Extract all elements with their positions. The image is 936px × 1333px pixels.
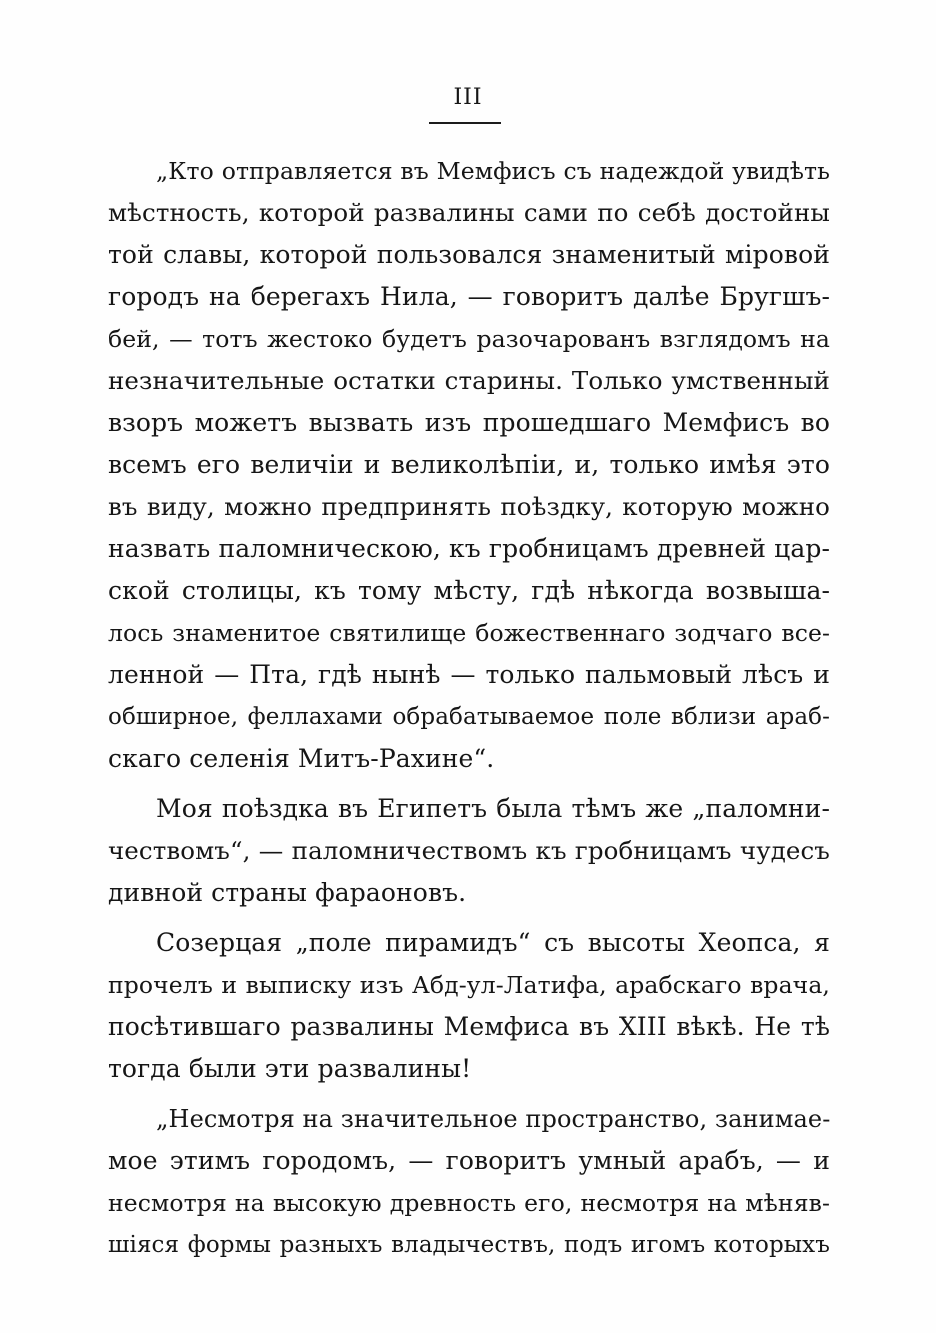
text-line: скаго селенія Митъ-Рахине“. xyxy=(108,744,495,773)
paragraph-3 xyxy=(108,922,830,1090)
paragraph-1 xyxy=(108,150,830,780)
text-line: дивной страны фараоновъ. xyxy=(108,878,467,907)
paragraph-gap xyxy=(108,914,830,922)
text-line: несмотря на высокую древность его, несмотря на мѣняв- xyxy=(108,1189,830,1217)
text-line: „Несмотря на значительное пространство, занимае- xyxy=(156,1105,831,1133)
paragraph-4 xyxy=(108,1098,830,1266)
text-line: шіяся формы разныхъ владычествъ, подъ игомъ которыхъ xyxy=(108,1232,830,1258)
body-text xyxy=(108,150,830,1266)
text-line: прочелъ и выписку изъ Абд-ул-Латифа, арабскаго врача, xyxy=(108,971,830,999)
text-line: обширное, феллахами обрабатываемое поле вблизи араб- xyxy=(108,704,830,730)
text-line: городъ на берегахъ Нила, — говоритъ далѣе Бругшъ- xyxy=(108,282,830,311)
paragraph-gap xyxy=(108,1090,830,1098)
page-number: III xyxy=(453,85,483,110)
header-rule xyxy=(429,122,501,124)
text-line: въ виду, можно предпринять поѣздку, которую можно xyxy=(108,492,830,521)
text-line: взоръ можетъ вызвать изъ прошедшаго Мемфисъ во xyxy=(108,408,830,437)
text-line: мое этимъ городомъ, — говоритъ умный арабъ, — и xyxy=(108,1146,830,1175)
text-line: тогда были эти развалины! xyxy=(108,1054,472,1083)
text-line: ской столицы, къ тому мѣсту, гдѣ нѣкогда возвыша- xyxy=(108,576,830,605)
text-line: Моя поѣздка въ Египетъ была тѣмъ же „паломни- xyxy=(156,794,830,823)
text-line: лось знаменитое святилище божественнаго зодчаго все- xyxy=(108,619,830,647)
text-line: той славы, которой пользовался знаменитый міровой xyxy=(108,240,830,269)
text-line: бей, — тотъ жестоко будетъ разочарованъ взглядомъ на xyxy=(108,325,830,353)
text-line: незначительные остатки старины. Только умственный xyxy=(108,366,830,395)
text-line: посѣтившаго развалины Мемфиса въ XIII вѣкѣ. Не тѣ xyxy=(108,1012,830,1041)
text-line: ленной — Пта, гдѣ нынѣ — только пальмовый лѣсъ и xyxy=(108,660,830,689)
paragraph-gap xyxy=(108,780,830,788)
text-line: чествомъ“, — паломничествомъ къ гробницамъ чудесъ xyxy=(108,836,830,865)
text-line: мѣстность, которой развалины сами по себѣ достойны xyxy=(108,198,830,227)
text-line: Созерцая „поле пирамидъ“ съ высоты Хеопса, я xyxy=(156,928,830,957)
paragraph-2 xyxy=(108,788,830,914)
text-line: назвать паломническою, къ гробницамъ древней цар- xyxy=(108,534,830,563)
text-line: всемъ его величіи и великолѣпіи, и, только имѣя это xyxy=(108,450,830,479)
text-line: „Кто отправляется въ Мемфисъ съ надеждой увидѣть xyxy=(156,157,830,185)
